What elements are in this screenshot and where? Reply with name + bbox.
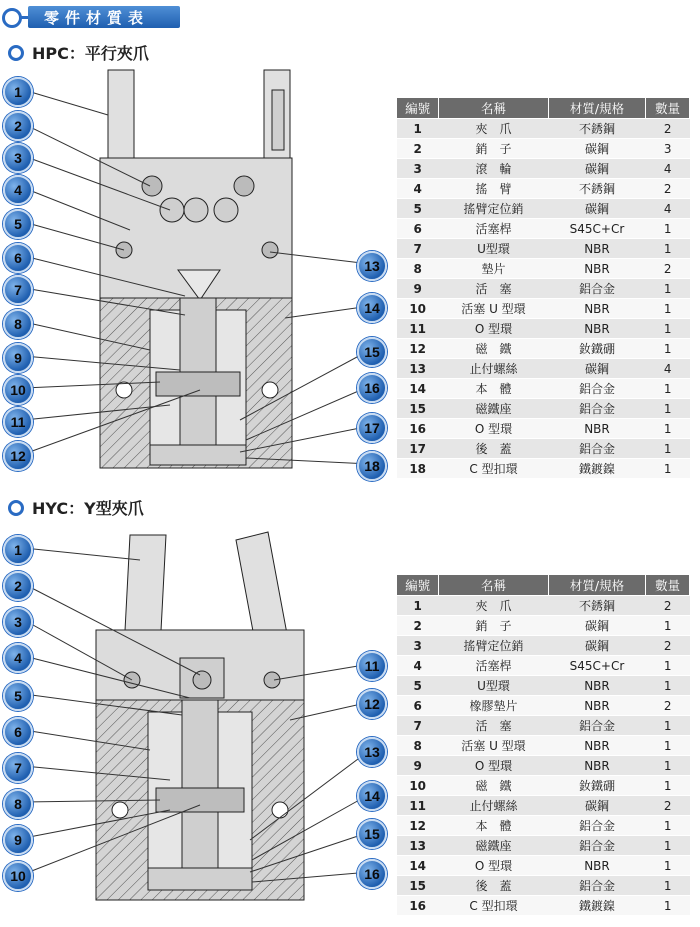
cell-material: 鋁合金 <box>548 716 646 736</box>
table-row <box>397 399 690 419</box>
callout-12: 12 <box>3 441 33 471</box>
cell-no: 3 <box>397 159 439 179</box>
cell-material: 鐵鍍鎳 <box>548 459 646 479</box>
cell-qty: 4 <box>646 359 690 379</box>
cell-material: NBR <box>548 259 646 279</box>
cell-material: 不銹鋼 <box>548 179 646 199</box>
cell-no: 18 <box>397 459 439 479</box>
table-row <box>397 716 690 736</box>
callout-5: 5 <box>3 209 33 239</box>
cell-no: 6 <box>397 219 439 239</box>
table-row <box>397 199 690 219</box>
cell-name: 止付螺絲 <box>439 359 548 379</box>
cell-qty: 1 <box>646 776 690 796</box>
cell-qty: 1 <box>646 716 690 736</box>
cell-name: 搖臂定位銷 <box>439 199 548 219</box>
cell-name: 滾 輪 <box>439 159 548 179</box>
callout-13: 13 <box>357 737 387 767</box>
cell-material: NBR <box>548 299 646 319</box>
cell-no: 7 <box>397 716 439 736</box>
table-row <box>397 219 690 239</box>
cell-qty: 1 <box>646 439 690 459</box>
callout-3: 3 <box>3 607 33 637</box>
cell-name: 夾 爪 <box>439 119 548 139</box>
cell-qty: 3 <box>646 139 690 159</box>
cell-qty: 1 <box>646 319 690 339</box>
cell-material: 碳鋼 <box>548 359 646 379</box>
cell-qty: 1 <box>646 876 690 896</box>
cell-name: 夾 爪 <box>439 596 548 616</box>
table-row <box>397 379 690 399</box>
cell-name: U型環 <box>439 239 548 259</box>
callout-16: 16 <box>357 859 387 889</box>
callout-6: 6 <box>3 243 33 273</box>
callout-9: 9 <box>3 825 33 855</box>
cell-material: 不銹鋼 <box>548 119 646 139</box>
cell-qty: 4 <box>646 159 690 179</box>
cell-qty: 1 <box>646 676 690 696</box>
cell-qty: 1 <box>646 856 690 876</box>
callout-2: 2 <box>3 571 33 601</box>
cell-material: 釹鐵硼 <box>548 776 646 796</box>
cell-qty: 1 <box>646 219 690 239</box>
cell-qty: 1 <box>646 379 690 399</box>
cell-name: 活 塞 <box>439 279 548 299</box>
callout-15: 15 <box>357 337 387 367</box>
cell-material: S45C+Cr <box>548 656 646 676</box>
cell-material: S45C+Cr <box>548 219 646 239</box>
callout-11: 11 <box>357 651 387 681</box>
hyc-parts-table <box>396 574 690 916</box>
cell-qty: 1 <box>646 419 690 439</box>
cell-name: 磁 鐵 <box>439 776 548 796</box>
cell-qty: 1 <box>646 756 690 776</box>
cell-no: 10 <box>397 299 439 319</box>
table-row <box>397 139 690 159</box>
table-row <box>397 439 690 459</box>
cell-no: 1 <box>397 596 439 616</box>
callout-10: 10 <box>3 375 33 405</box>
page-title: 零件材質表 <box>44 9 150 27</box>
callout-17: 17 <box>357 413 387 443</box>
cell-no: 5 <box>397 676 439 696</box>
cell-qty: 1 <box>646 299 690 319</box>
cell-qty: 2 <box>646 179 690 199</box>
cell-material: NBR <box>548 736 646 756</box>
callout-9: 9 <box>3 343 33 373</box>
cell-no: 11 <box>397 796 439 816</box>
callout-16: 16 <box>357 373 387 403</box>
cell-name: 後 蓋 <box>439 439 548 459</box>
cell-no: 13 <box>397 359 439 379</box>
cell-material: 鋁合金 <box>548 876 646 896</box>
callout-7: 7 <box>3 753 33 783</box>
section-title-text: HYC：Y型夾爪 <box>32 499 144 518</box>
table-row <box>397 339 690 359</box>
cell-qty: 2 <box>646 259 690 279</box>
table-row <box>397 736 690 756</box>
col-header-material: 材質/規格 <box>548 98 646 119</box>
col-header-qty: 數量 <box>646 575 690 596</box>
cell-material: 碳鋼 <box>548 159 646 179</box>
table-row <box>397 696 690 716</box>
cell-name: 銷 子 <box>439 616 548 636</box>
table-row <box>397 239 690 259</box>
cell-material: 鐵鍍鎳 <box>548 896 646 916</box>
cell-qty: 1 <box>646 656 690 676</box>
callout-10: 10 <box>3 861 33 891</box>
cell-no: 14 <box>397 379 439 399</box>
cell-material: NBR <box>548 696 646 716</box>
cell-no: 12 <box>397 816 439 836</box>
cell-material: 鋁合金 <box>548 816 646 836</box>
callout-8: 8 <box>3 309 33 339</box>
table-row <box>397 459 690 479</box>
table-row <box>397 656 690 676</box>
cell-material: 碳鋼 <box>548 199 646 219</box>
cell-material: 不銹鋼 <box>548 596 646 616</box>
table-row <box>397 159 690 179</box>
cell-name: 橡膠墊片 <box>439 696 548 716</box>
cell-material: 鋁合金 <box>548 379 646 399</box>
table-row <box>397 299 690 319</box>
cell-qty: 2 <box>646 636 690 656</box>
table-row <box>397 179 690 199</box>
cell-no: 15 <box>397 399 439 419</box>
cell-material: 碳鋼 <box>548 796 646 816</box>
cell-no: 17 <box>397 439 439 459</box>
table-row <box>397 359 690 379</box>
cell-no: 2 <box>397 139 439 159</box>
hpc-parts-table <box>396 97 690 479</box>
cell-no: 8 <box>397 736 439 756</box>
cell-material: 鋁合金 <box>548 439 646 459</box>
cell-name: 止付螺絲 <box>439 796 548 816</box>
cell-name: O 型環 <box>439 319 548 339</box>
callout-4: 4 <box>3 175 33 205</box>
cell-name: 活 塞 <box>439 716 548 736</box>
cell-qty: 2 <box>646 696 690 716</box>
cell-name: O 型環 <box>439 419 548 439</box>
cell-qty: 2 <box>646 596 690 616</box>
cell-name: 活塞桿 <box>439 219 548 239</box>
cell-material: 鋁合金 <box>548 836 646 856</box>
callout-8: 8 <box>3 789 33 819</box>
table-row <box>397 319 690 339</box>
cell-no: 15 <box>397 876 439 896</box>
cell-name: C 型扣環 <box>439 459 548 479</box>
hyc-cross-section-drawing <box>0 520 400 920</box>
col-header-name: 名稱 <box>439 98 548 119</box>
cell-no: 1 <box>397 119 439 139</box>
table-row <box>397 776 690 796</box>
cell-material: NBR <box>548 419 646 439</box>
header-tag <box>0 4 182 30</box>
callout-3: 3 <box>3 143 33 173</box>
cell-no: 16 <box>397 419 439 439</box>
table-row <box>397 796 690 816</box>
table-row <box>397 756 690 776</box>
callout-4: 4 <box>3 643 33 673</box>
cell-name: 磁鐵座 <box>439 399 548 419</box>
callout-1: 1 <box>3 77 33 107</box>
cell-qty: 1 <box>646 279 690 299</box>
callout-5: 5 <box>3 681 33 711</box>
cell-material: NBR <box>548 239 646 259</box>
section-title-text: HPC：平行夾爪 <box>32 44 149 63</box>
callout-18: 18 <box>357 451 387 481</box>
cell-qty: 4 <box>646 199 690 219</box>
callout-7: 7 <box>3 275 33 305</box>
cell-name: 磁 鐵 <box>439 339 548 359</box>
cell-no: 11 <box>397 319 439 339</box>
cell-qty: 1 <box>646 616 690 636</box>
table-row <box>397 676 690 696</box>
cell-material: 碳鋼 <box>548 139 646 159</box>
cell-no: 10 <box>397 776 439 796</box>
bullet-icon <box>8 500 24 516</box>
cell-qty: 2 <box>646 119 690 139</box>
table-row <box>397 279 690 299</box>
cell-qty: 1 <box>646 736 690 756</box>
callout-12: 12 <box>357 689 387 719</box>
cell-no: 13 <box>397 836 439 856</box>
callout-2: 2 <box>3 111 33 141</box>
cell-no: 2 <box>397 616 439 636</box>
cell-no: 7 <box>397 239 439 259</box>
cell-name: 本 體 <box>439 379 548 399</box>
table-row <box>397 419 690 439</box>
col-header-name: 名稱 <box>439 575 548 596</box>
callout-15: 15 <box>357 819 387 849</box>
cell-name: 搖 臂 <box>439 179 548 199</box>
col-header-no: 編號 <box>397 575 439 596</box>
callout-11: 11 <box>3 407 33 437</box>
table-row <box>397 596 690 616</box>
cell-name: 活塞桿 <box>439 656 548 676</box>
cell-material: 鋁合金 <box>548 399 646 419</box>
cell-qty: 1 <box>646 459 690 479</box>
cell-no: 9 <box>397 279 439 299</box>
cell-no: 16 <box>397 896 439 916</box>
cell-name: U型環 <box>439 676 548 696</box>
callout-14: 14 <box>357 781 387 811</box>
table-row <box>397 119 690 139</box>
cell-material: 釹鐵硼 <box>548 339 646 359</box>
cell-name: O 型環 <box>439 856 548 876</box>
bullet-icon <box>8 45 24 61</box>
table-row <box>397 896 690 916</box>
cell-material: NBR <box>548 319 646 339</box>
cell-qty: 1 <box>646 339 690 359</box>
cell-material: 鋁合金 <box>548 279 646 299</box>
callout-13: 13 <box>357 251 387 281</box>
cell-name: 銷 子 <box>439 139 548 159</box>
cell-qty: 1 <box>646 836 690 856</box>
cell-material: 碳鋼 <box>548 636 646 656</box>
cell-name: O 型環 <box>439 756 548 776</box>
cell-material: 碳鋼 <box>548 616 646 636</box>
cell-no: 12 <box>397 339 439 359</box>
callout-6: 6 <box>3 717 33 747</box>
section-title-hyc <box>8 496 144 519</box>
hpc-cross-section-drawing <box>0 60 400 490</box>
cell-no: 14 <box>397 856 439 876</box>
cell-name: 磁鐵座 <box>439 836 548 856</box>
table-row <box>397 856 690 876</box>
header-ring-icon <box>2 8 22 28</box>
col-header-no: 編號 <box>397 98 439 119</box>
cell-material: NBR <box>548 856 646 876</box>
cell-no: 9 <box>397 756 439 776</box>
cell-qty: 2 <box>646 796 690 816</box>
col-header-qty: 數量 <box>646 98 690 119</box>
table-row <box>397 836 690 856</box>
callout-1: 1 <box>3 535 33 565</box>
col-header-material: 材質/規格 <box>548 575 646 596</box>
cell-name: 後 蓋 <box>439 876 548 896</box>
cell-name: 本 體 <box>439 816 548 836</box>
cell-qty: 1 <box>646 816 690 836</box>
cell-no: 3 <box>397 636 439 656</box>
cell-name: 墊片 <box>439 259 548 279</box>
cell-qty: 1 <box>646 399 690 419</box>
table-row <box>397 616 690 636</box>
table-row <box>397 816 690 836</box>
table-row <box>397 259 690 279</box>
cell-no: 8 <box>397 259 439 279</box>
cell-material: NBR <box>548 676 646 696</box>
cell-qty: 1 <box>646 896 690 916</box>
table-row <box>397 636 690 656</box>
callout-14: 14 <box>357 293 387 323</box>
cell-name: 活塞 U 型環 <box>439 299 548 319</box>
cell-name: C 型扣環 <box>439 896 548 916</box>
cell-no: 4 <box>397 179 439 199</box>
cell-name: 活塞 U 型環 <box>439 736 548 756</box>
cell-qty: 1 <box>646 239 690 259</box>
cell-no: 4 <box>397 656 439 676</box>
cell-no: 6 <box>397 696 439 716</box>
table-row <box>397 876 690 896</box>
cell-material: NBR <box>548 756 646 776</box>
cell-name: 搖臂定位銷 <box>439 636 548 656</box>
cell-no: 5 <box>397 199 439 219</box>
